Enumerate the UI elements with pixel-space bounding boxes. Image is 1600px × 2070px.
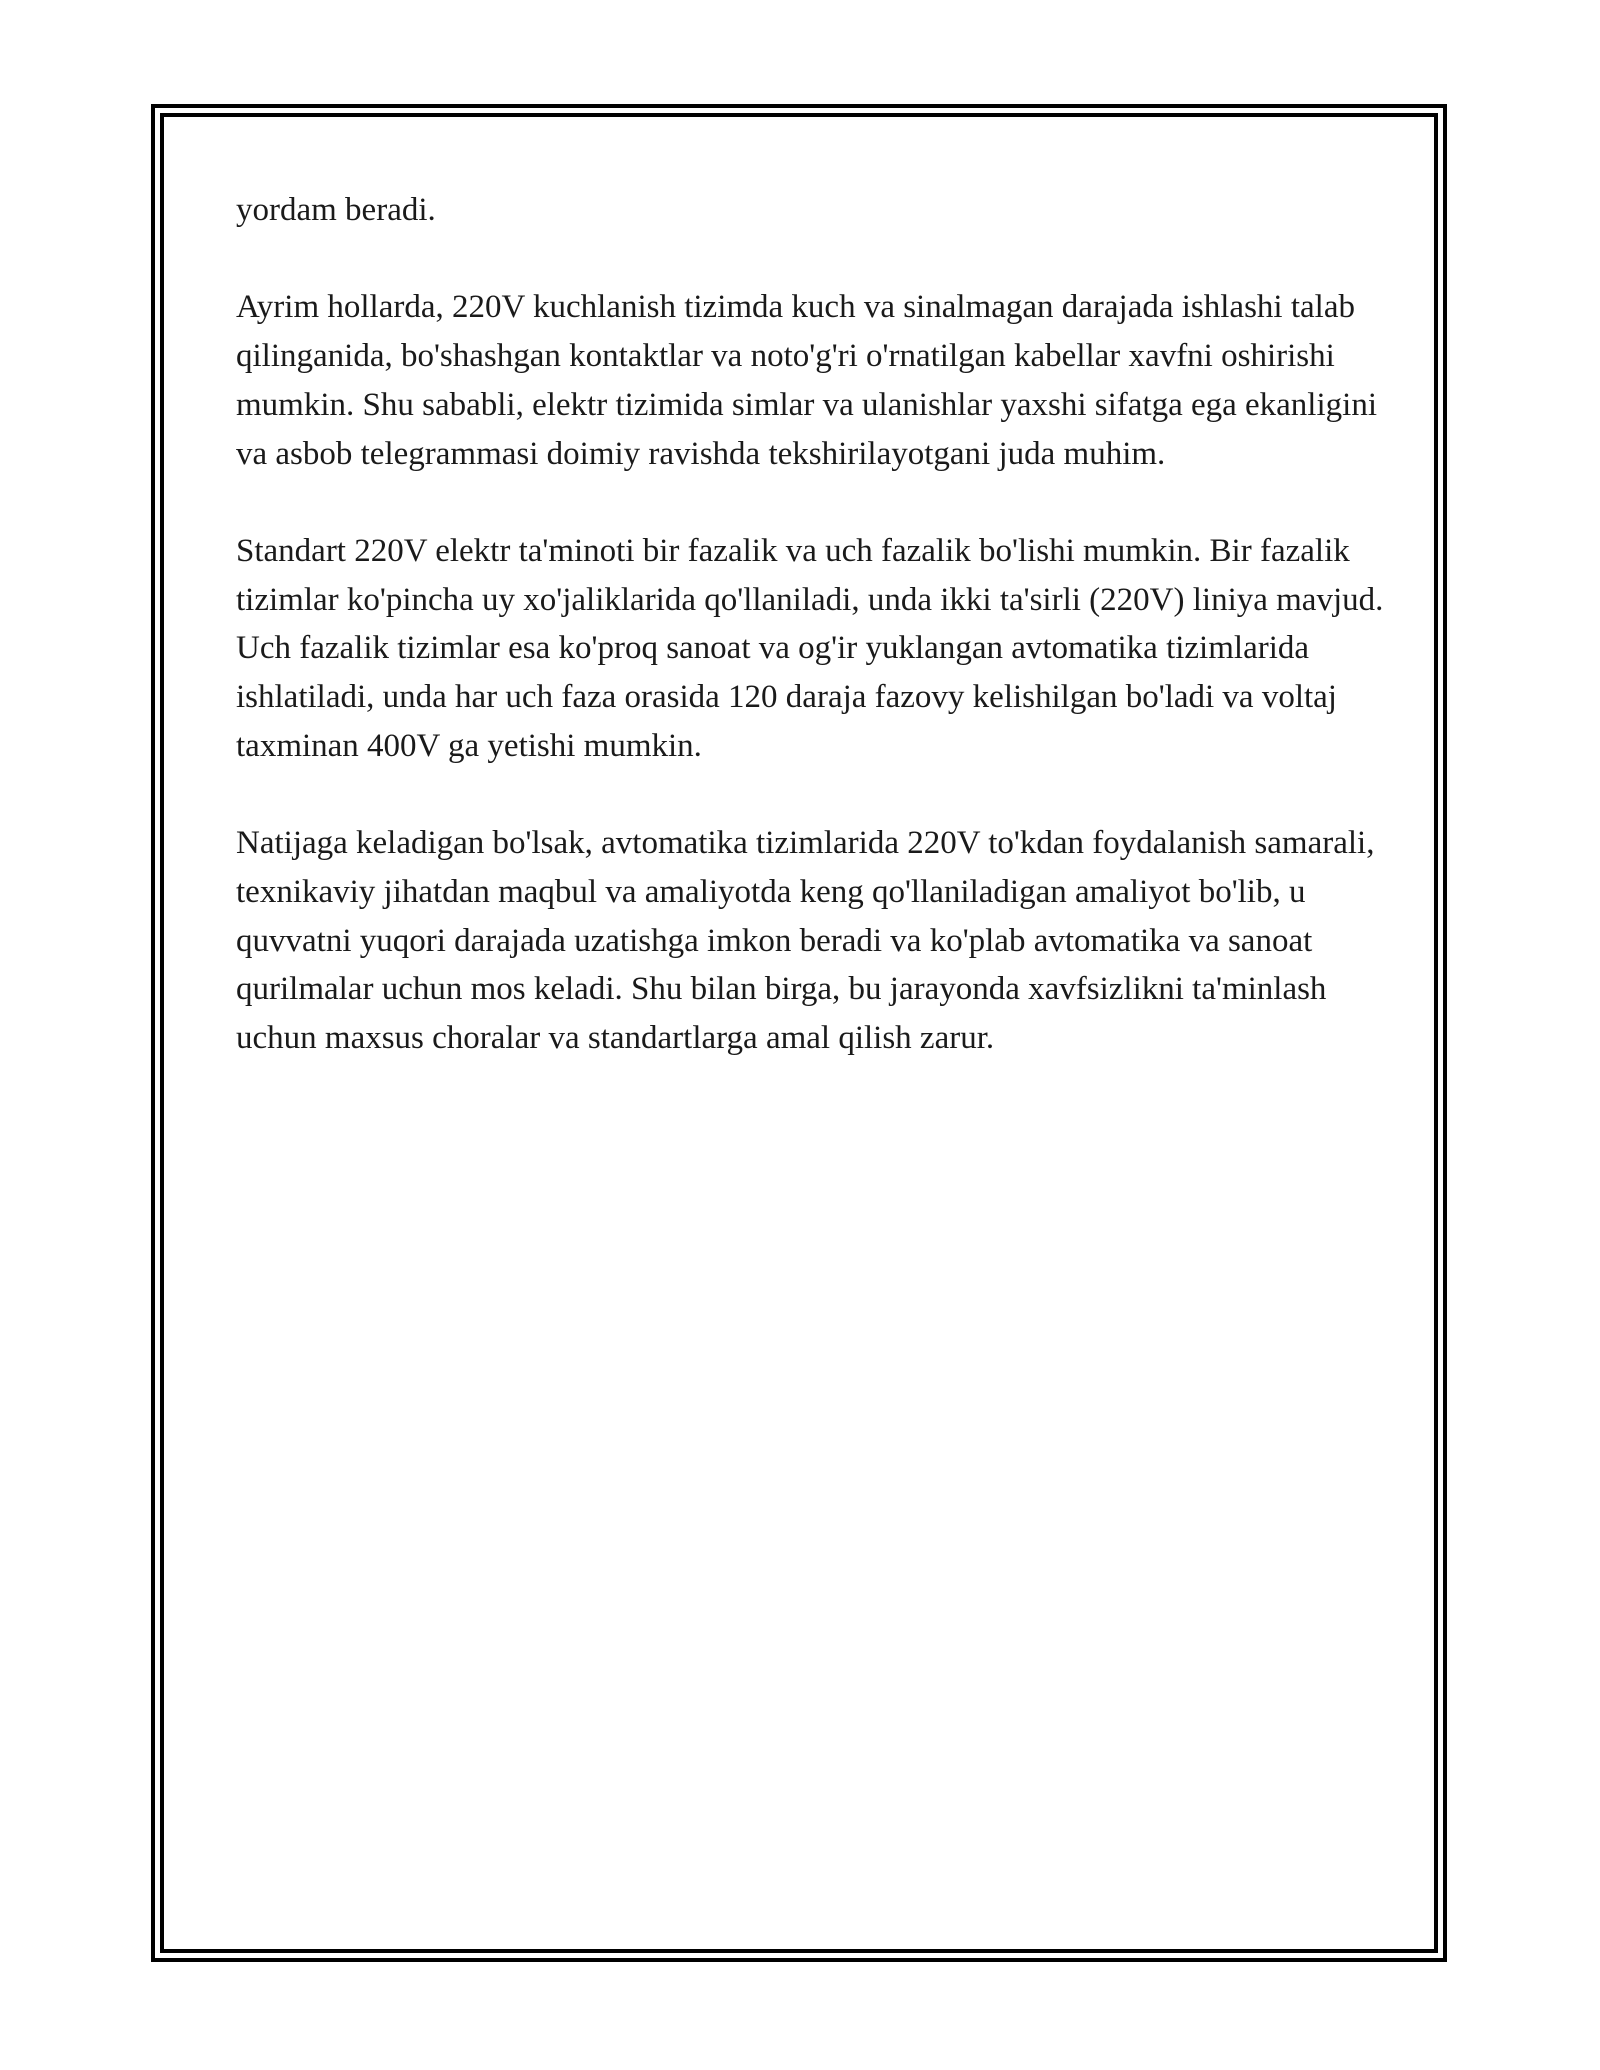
document-body	[236, 186, 1386, 1111]
paragraph-phases: Standart 220V elektr ta'minoti bir fazalik va uch fazalik bo'lishi mumkin. Bir fazalik tizimlar ko'pincha uy xo'jaliklarida qo'llaniladi, unda ikki ta'sirli (220V) liniya mavjud. Uch fazalik tizimlar esa ko'proq sanoat va og'ir yuklangan avtomatika tizimlarida ishlatiladi, unda har uch faza orasida 120 daraja fazovy kelishilgan bo'ladi va voltaj taxminan 400V ga yetishi mumkin.	[236, 532, 1384, 764]
paragraph-continuation: yordam beradi.	[236, 192, 436, 228]
paragraph-safety: Ayrim hollarda, 220V kuchlanish tizimda kuch va sinalmagan darajada ishlashi talab qilinganida, bo'shashgan kontaktlar va noto'g'ri o'rnatilgan kabellar xavfni oshirishi mumkin. Shu sababli, elektr tizimida simlar va ulanishlar yaxshi sifatga ega ekanligini va asbob telegrammasi doimiy ravishda tekshirilayotgani juda muhim.	[236, 289, 1377, 472]
paragraph-conclusion: Natijaga keladigan bo'lsak, avtomatika tizimlarida 220V to'kdan foydalanish samarali, texnikaviy jihatdan maqbul va amaliyotda keng qo'llaniladigan amaliyot bo'lib, u quvvatni yuqori darajada uzatishga imkon beradi va ko'plab avtomatika va sanoat qurilmalar uchun mos keladi. Shu bilan birga, bu jarayonda xavfsizlikni ta'minlash uchun maxsus choralar va standartlarga amal qilish zarur.	[236, 825, 1375, 1056]
